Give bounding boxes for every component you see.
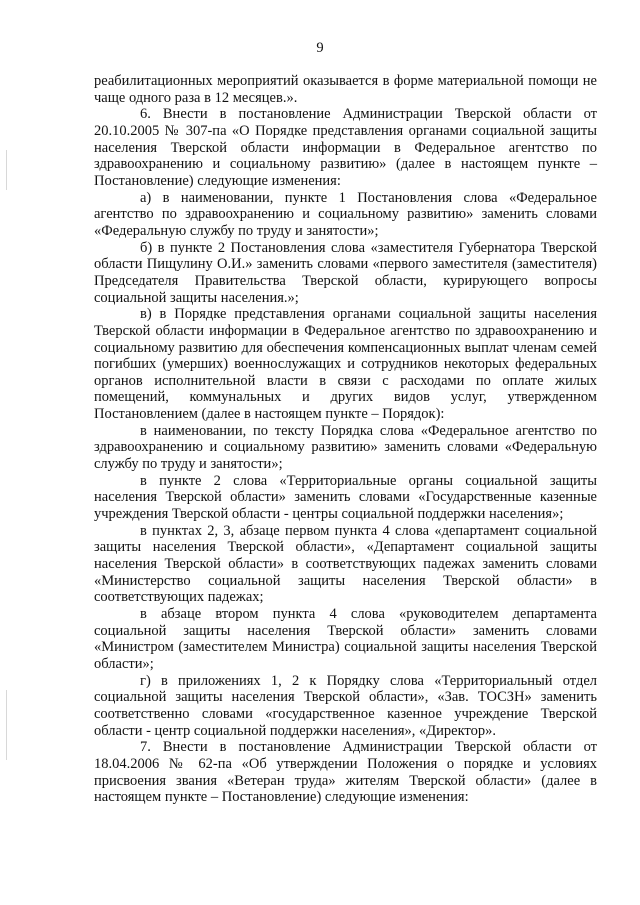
paragraph-subitem-b: б) в пункте 2 Постановления слова «заместителя Губернатора Тверской области Пищулину О.И.» заменить словами «первого заместителя (заместителя) Председателя Правительства Тверской области, курирующего вопросы социальной защиты населения.»;	[94, 239, 597, 306]
paragraph-subitem-v: в) в Порядке представления органами социальной защиты населения Тверской области информации в Федеральное агентство по здравоохранению и социальному развитию для обеспечения компенсационных выплат членам семей погибших (умерших) военнослужащих и сотрудников некоторых федеральных органов исполнительной власти в связи с расходами по оплате жилых помещений, коммунальных и других видов услуг, утвержденном Постановлением (далее в настоящем пункте – Порядок):	[94, 306, 597, 423]
scan-margin-mark	[6, 150, 7, 190]
paragraph-item-6: 6. Внести в постановление Администрации Тверской области от 20.10.2005 № 307-па «О Порядке представления органами социальной защиты населения Тверской области информации в Федеральное агентство по здравоохранению и социальному развитию» (далее в настоящем пункте – Постановление) следующие изменения:	[94, 106, 597, 189]
paragraph-amendment: в пунктах 2, 3, абзаце первом пункта 4 слова «департамент социальной защиты населения Тверской области», «Департамент социальной защиты населения Тверской области» в соответствующих падежах заменить словами «Министерство социальной защиты населения Тверской области» в соответствующих падежах;	[94, 522, 597, 606]
paragraph-subitem-a: а) в наименовании, пункте 1 Постановления слова «Федеральное агентство по здравоохранению и социальному развитию» заменить словами «Федеральную службу по труду и занятости»;	[94, 189, 597, 239]
paragraph-continuation: реабилитационных мероприятий оказывается в форме материальной помощи не чаще одного раза в 12 месяцев.».	[94, 73, 597, 106]
scan-margin-mark	[6, 690, 7, 760]
paragraph-amendment: в наименовании, по тексту Порядка слова «Федеральное агентство по здравоохранению и социальному развитию» заменить словами «Федеральную службу по труду и занятости»;	[94, 422, 597, 473]
paragraph-item-7: 7. Внести в постановление Администрации Тверской области от 18.04.2006 № 62-па «Об утверждении Положения о порядке и условиях присвоения звания «Ветеран труда» жителям Тверской области» (далее в настоящем пункте – Постановление) следующие изменения:	[94, 739, 597, 806]
page-number: 9	[316, 40, 324, 56]
document-body	[94, 73, 597, 806]
paragraph-subitem-g: г) в приложениях 1, 2 к Порядку слова «Территориальный отдел социальной защиты населения Тверской области», «Зав. ТОСЗН» заменить соответственно словами «государственное казенное учреждение Тверской области - центр социальной поддержки населения», «Директор».	[94, 672, 597, 739]
paragraph-amendment: в абзаце втором пункта 4 слова «руководителем департамента социальной защиты населения Тверской области» заменить словами «Министром (заместителем Министра) социальной защиты населения Тверской области»;	[94, 606, 597, 672]
paragraph-amendment: в пункте 2 слова «Территориальные органы социальной защиты населения Тверской области» заменить словами «Государственные казенные учреждения Тверской области - центры социальной поддержки населения»;	[94, 472, 597, 523]
